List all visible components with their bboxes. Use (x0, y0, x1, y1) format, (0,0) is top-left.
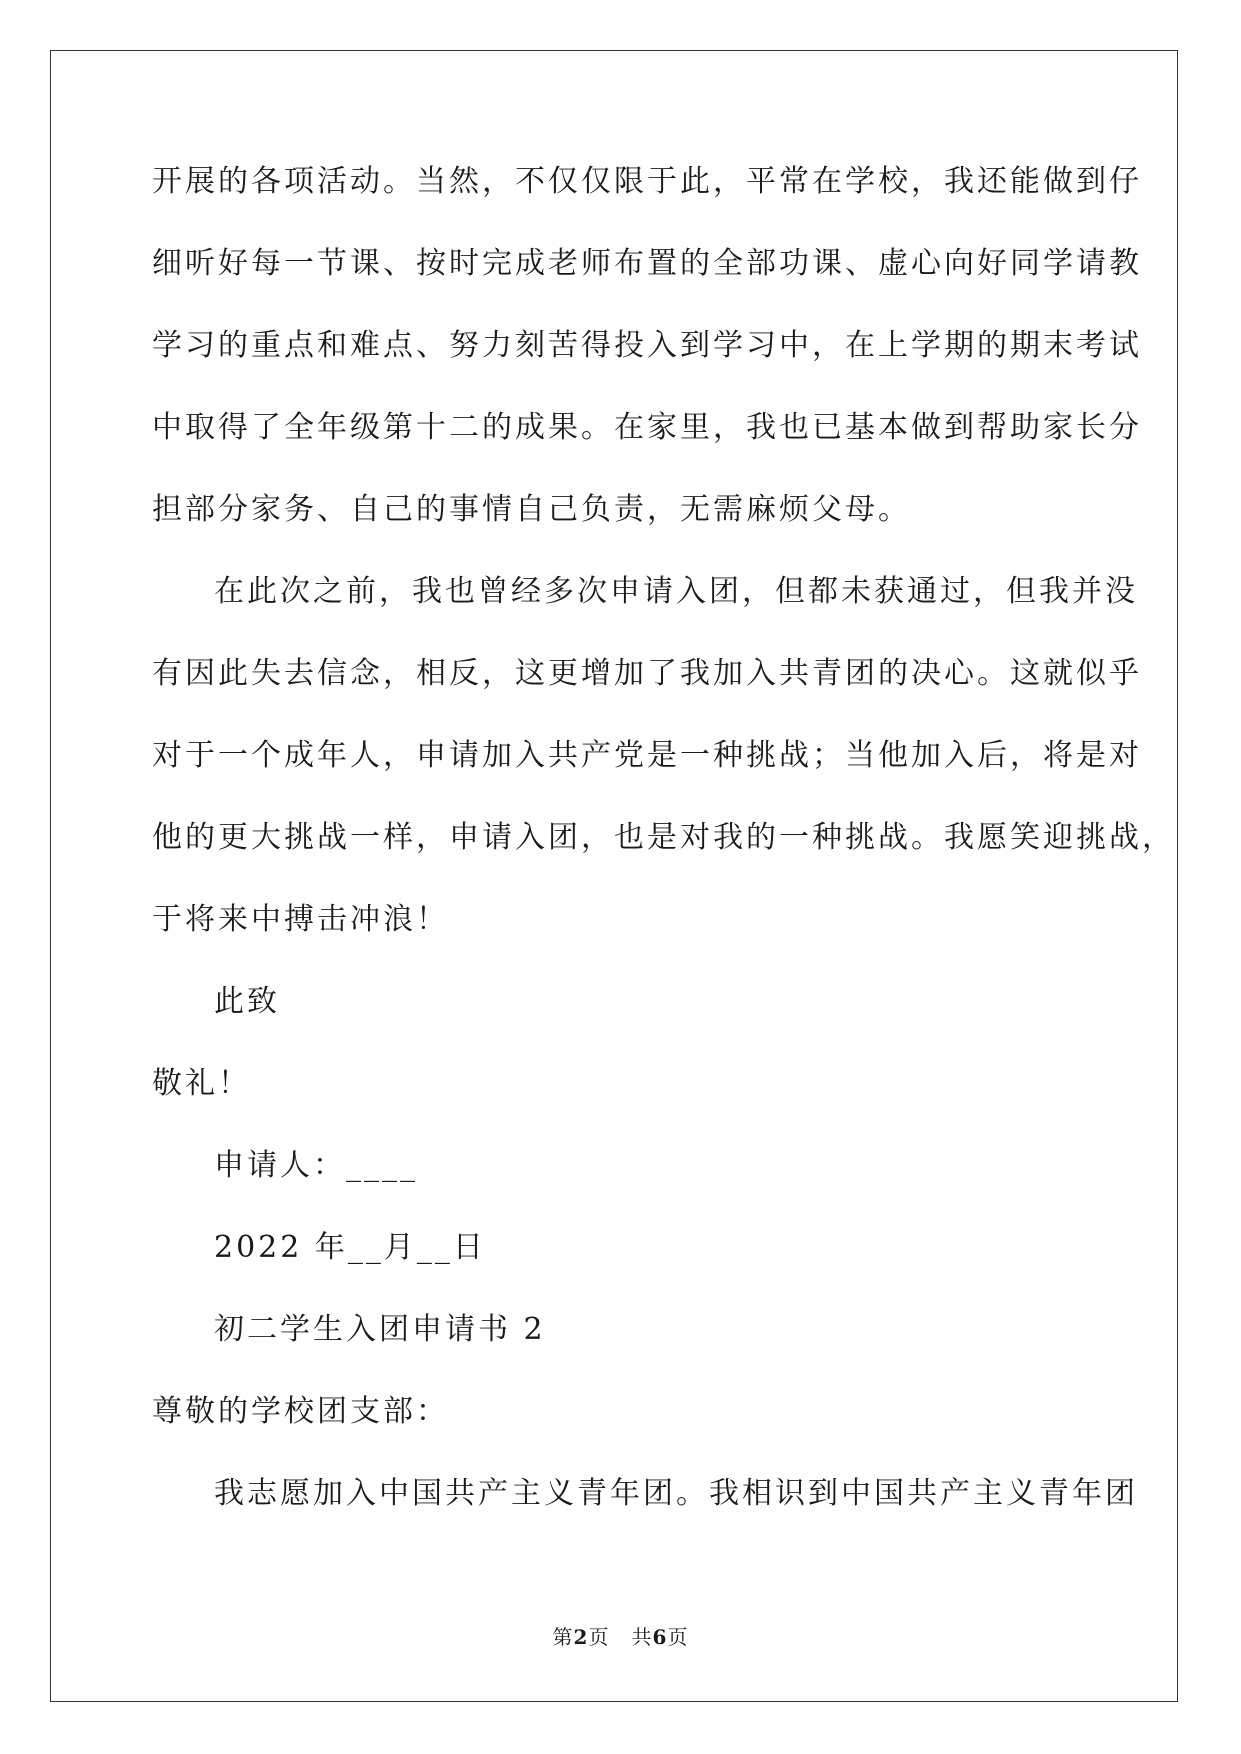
paragraph-line: 开展的各项活动。当然，不仅仅限于此，平常在学校，我还能做到仔 (152, 164, 1142, 199)
closing-salutation: 此致 (214, 984, 280, 1019)
total-pages: 6 (652, 1625, 668, 1649)
total-label-suffix: 页 (667, 1625, 689, 1649)
paragraph-line: 于将来中搏击冲浪！ (152, 902, 449, 937)
page-footer (0, 1621, 1241, 1650)
document-body (152, 162, 1175, 1556)
applicant-signature: 申请人：____ (214, 1148, 418, 1183)
paragraph-line: 担部分家务、自己的事情自己负责，无需麻烦父母。 (152, 492, 911, 527)
paragraph-line: 学习的重点和难点、努力刻苦得投入到学习中，在上学期的期末考试 (152, 328, 1142, 363)
application-date: 2022 年__月__日 (214, 1230, 486, 1265)
total-label-prefix: 共 (631, 1625, 653, 1649)
paragraph-line: 在此次之前，我也曾经多次申请入团，但都未获通过，但我并没 (214, 574, 1138, 609)
paragraph-line: 有因此失去信念，相反，这更增加了我加入共青团的决心。这就似乎 (152, 656, 1142, 691)
paragraph-line: 对于一个成年人，申请加入共产党是一种挑战；当他加入后，将是对 (152, 738, 1142, 773)
page-label-suffix: 页 (588, 1625, 610, 1649)
paragraph-line: 细听好每一节课、按时完成老师布置的全部功课、虚心向好同学请教 (152, 246, 1142, 281)
paragraph-line: 中取得了全年级第十二的成果。在家里，我也已基本做到帮助家长分 (152, 410, 1142, 445)
greeting: 尊敬的学校团支部： (152, 1394, 449, 1429)
closing-regards: 敬礼！ (152, 1066, 251, 1101)
paragraph-line: 我志愿加入中国共产主义青年团。我相识到中国共产主义青年团 (214, 1476, 1138, 1511)
section-title: 初二学生入团申请书 2 (214, 1312, 546, 1347)
page-number: 2 (573, 1625, 589, 1649)
page-label-prefix: 第 (552, 1625, 574, 1649)
paragraph-line: 他的更大挑战一样，申请入团，也是对我的一种挑战。我愿笑迎挑战， (152, 820, 1175, 855)
